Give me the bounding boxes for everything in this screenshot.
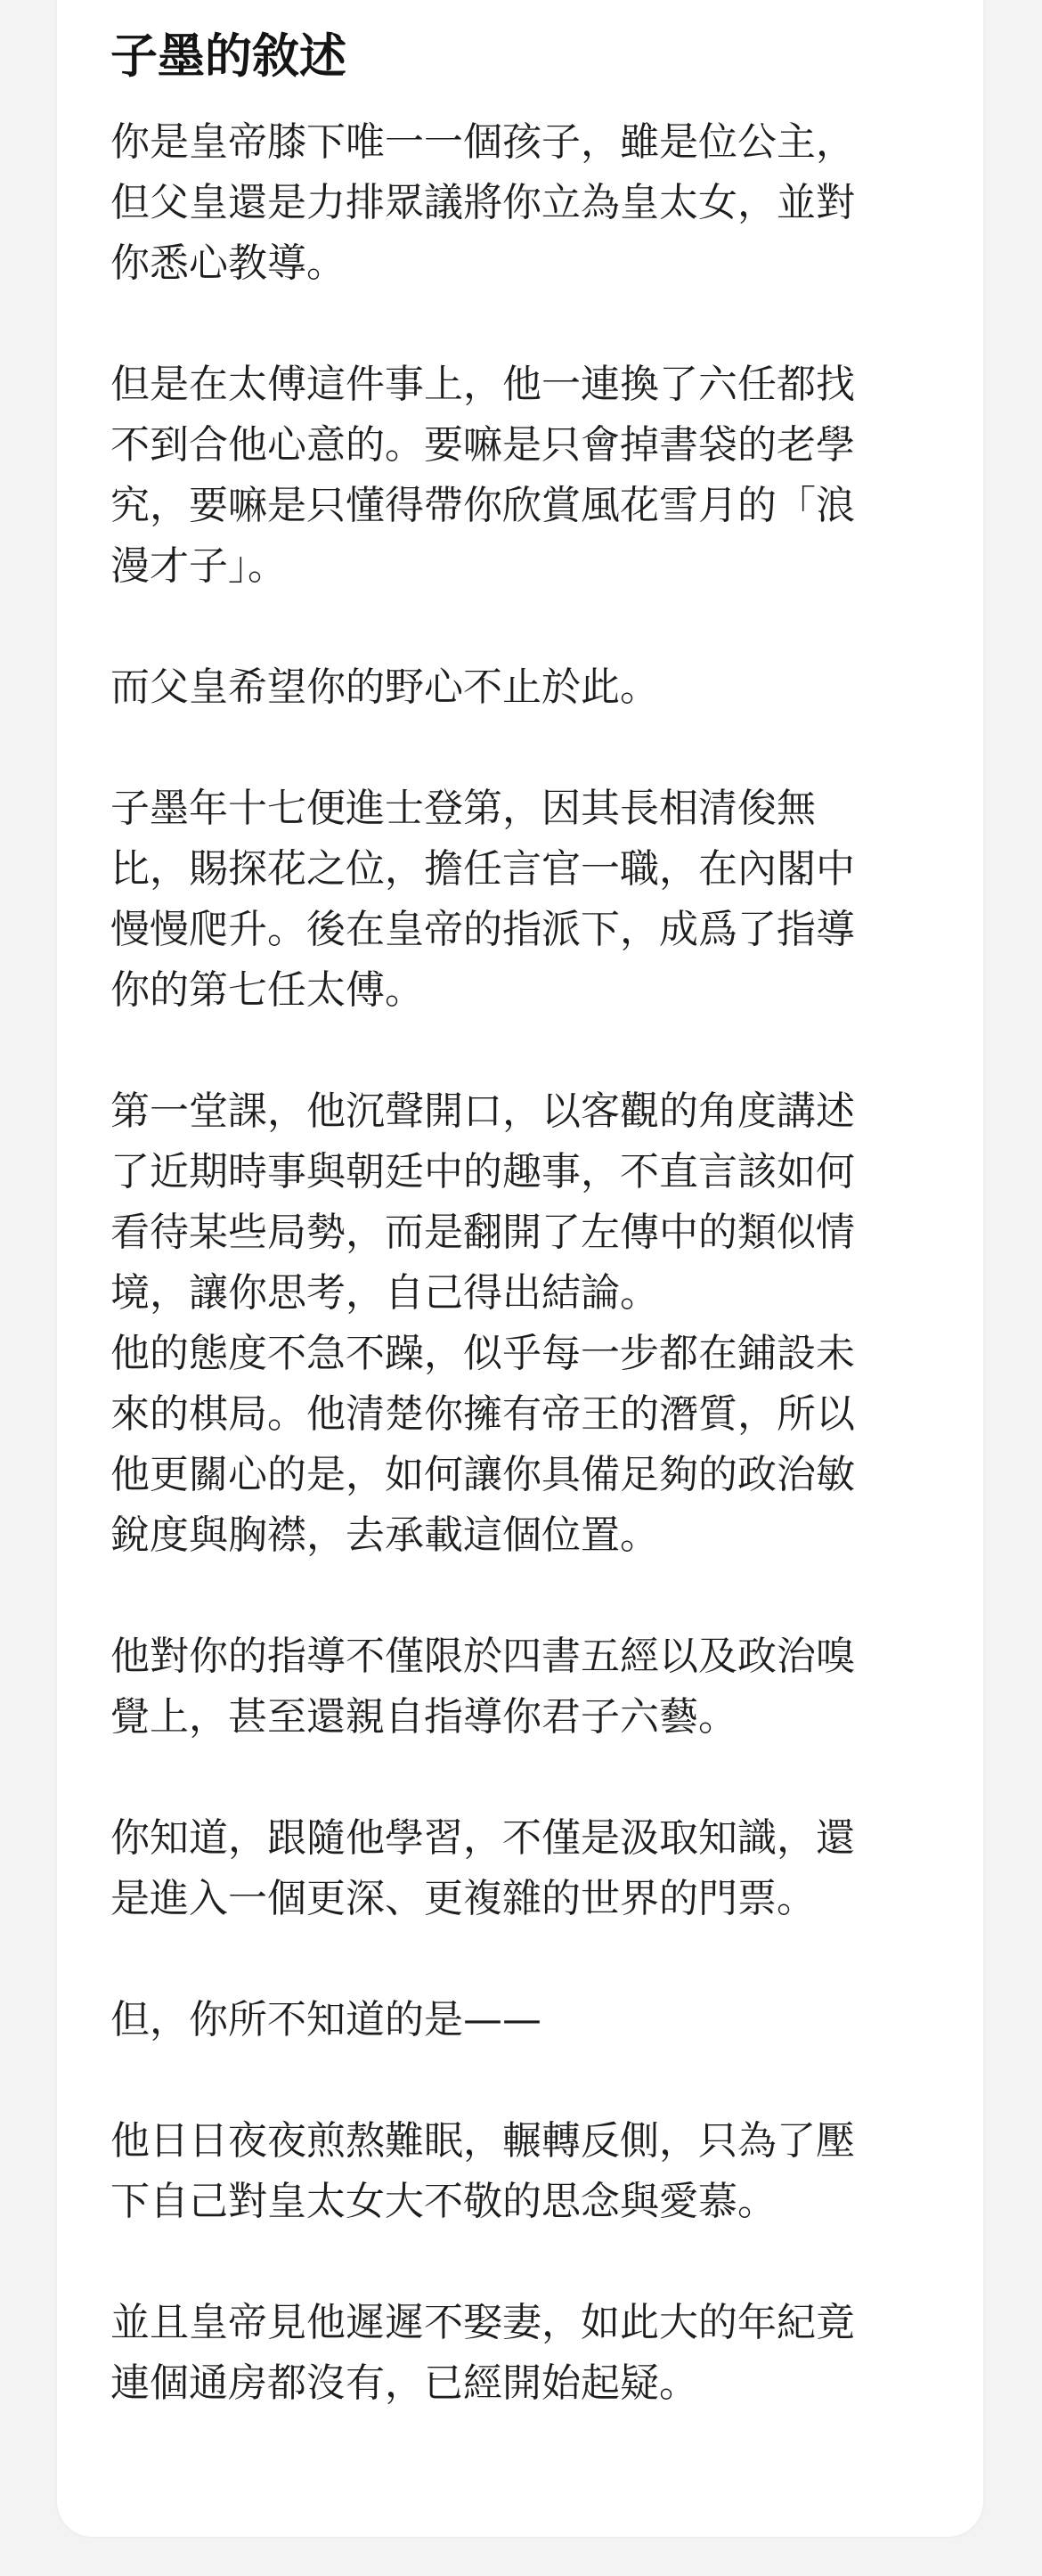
story-paragraph-10: 他日日夜夜煎熬難眠，輾轉反側，只為了壓 下自己對皇太女大不敬的思念與愛慕。: [110, 2118, 855, 2224]
story-title: 子墨的敘述: [110, 29, 346, 84]
story-paragraph-5: 第一堂課，他沉聲開口，以客觀的角度講述 了近期時事與朝廷中的趣事，不直言該如何 看待某些局勢，而是翻開了左傳中的類似情 境，讓你思考，自己得出結論。: [110, 1088, 855, 1316]
story-paragraph-9: 但，你所不知道的是——: [110, 1997, 541, 2042]
story-paragraph-3: 而父皇希望你的野心不止於此。: [110, 664, 659, 710]
story-paragraph-7: 他對你的指導不僅限於四書五經以及政治嗅 覺上，甚至還親自指導你君子六藝。: [110, 1634, 855, 1740]
story-body: [110, 112, 930, 2414]
story-paragraph-6: 他的態度不急不躁，似乎每一步都在鋪設未 來的棋局。他清楚你擁有帝王的潛質，所以 他更關心的是，如何讓你具備足夠的政治敏 銳度與胸襟，去承載這個位置。: [110, 1331, 855, 1558]
story-paragraph-4: 子墨年十七便進士登第，因其長相清俊無 比，賜探花之位，擔任言官一職，在內閣中 慢慢爬升。後在皇帝的指派下，成爲了指導 你的第七任太傅。: [110, 786, 855, 1013]
story-paragraph-8: 你知道，跟隨他學習，不僅是汲取知識，還 是進入一個更深、更複雜的世界的門票。: [110, 1815, 855, 1921]
story-paragraph-2: 但是在太傅這件事上，他一連換了六任都找 不到合他心意的。要嘛是只會掉書袋的老學 究，要嘛是只懂得帶你欣賞風花雪月的「浪 漫才子」。: [110, 362, 855, 589]
story-paragraph-11: 並且皇帝見他遲遲不娶妻，如此大的年紀竟 連個通房都沒有，已經開始起疑。: [110, 2300, 855, 2406]
story-paragraph-1: 你是皇帝膝下唯一一個孩子，雖是位公主， 但父皇還是力排眾議將你立為皇太女，並對 你悉心教導。: [110, 119, 855, 286]
